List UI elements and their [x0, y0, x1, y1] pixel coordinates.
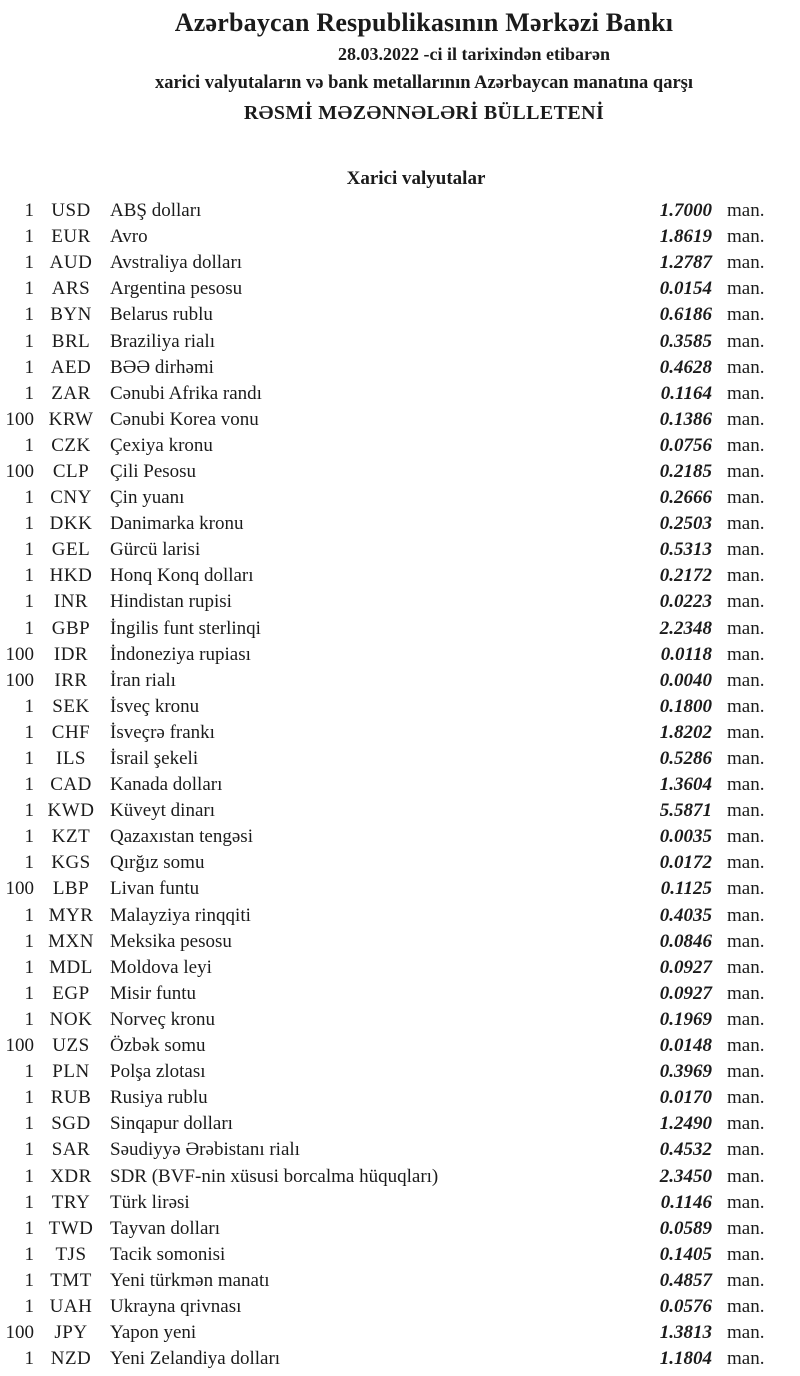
unit-label: man. — [727, 565, 765, 587]
quantity: 1 — [24, 800, 34, 822]
currency-code: ZAR — [51, 382, 91, 404]
currency-name: İsveçrə frankı — [110, 721, 215, 743]
unit-label: man. — [727, 252, 765, 274]
rate-value: 0.1969 — [659, 1008, 712, 1030]
rate-row — [0, 1242, 772, 1268]
quantity: 1 — [24, 1269, 34, 1291]
currency-name: Tacik somonisi — [110, 1243, 226, 1265]
unit-label: man. — [727, 408, 765, 430]
quantity: 1 — [24, 356, 34, 378]
quantity: 1 — [24, 852, 34, 874]
currency-name: Tayvan dolları — [110, 1217, 220, 1239]
unit-label: man. — [727, 1243, 765, 1265]
rate-row — [0, 772, 772, 798]
unit-label: man. — [727, 643, 765, 665]
rate-value: 0.0589 — [659, 1217, 712, 1239]
rate-row — [0, 850, 772, 876]
quantity: 100 — [5, 460, 34, 482]
currency-name: Braziliya rialı — [110, 330, 215, 352]
unit-label: man. — [727, 1139, 765, 1161]
rate-row — [0, 903, 772, 929]
rate-row — [0, 328, 772, 354]
currency-name: Sinqapur dolları — [110, 1113, 233, 1135]
currency-code: BYN — [50, 304, 92, 326]
currency-name: SDR (BVF-nin xüsusi borcalma hüquqları) — [110, 1165, 439, 1187]
rate-value: 2.3450 — [659, 1165, 712, 1187]
rate-row — [0, 433, 772, 459]
currency-code: INR — [53, 591, 89, 613]
currency-name: Meksika pesosu — [110, 930, 232, 952]
unit-label: man. — [727, 1191, 765, 1213]
quantity: 1 — [24, 1165, 34, 1187]
currency-code: NZD — [50, 1348, 92, 1370]
currency-code: LBP — [52, 878, 90, 900]
currency-name: BƏƏ dirhəmi — [110, 356, 214, 378]
rate-row — [0, 876, 772, 902]
unit-label: man. — [727, 695, 765, 717]
currency-code: AUD — [49, 252, 93, 274]
rate-value: 0.0148 — [659, 1035, 712, 1057]
unit-label: man. — [727, 669, 765, 691]
currency-code: GBP — [51, 617, 91, 639]
rate-value: 0.1146 — [660, 1191, 712, 1213]
rate-value: 1.3813 — [659, 1322, 712, 1344]
currency-name: İngilis funt sterlinqi — [110, 617, 261, 639]
unit-label: man. — [727, 748, 765, 770]
bulletin-header — [0, 0, 800, 128]
currency-code: SEK — [52, 695, 90, 717]
rate-value: 1.3604 — [659, 774, 712, 796]
unit-label: man. — [727, 460, 765, 482]
currency-name: Çin yuanı — [110, 487, 185, 509]
rate-row — [0, 1190, 772, 1216]
quantity: 1 — [24, 1113, 34, 1135]
rates-table — [0, 198, 800, 1372]
currency-name: İran rialı — [110, 669, 176, 691]
currency-code: AED — [50, 356, 92, 378]
quantity: 1 — [24, 1348, 34, 1370]
rate-row — [0, 276, 772, 302]
unit-label: man. — [727, 930, 765, 952]
rate-value: 1.1804 — [659, 1348, 712, 1370]
quantity: 1 — [24, 748, 34, 770]
effective-date-line: 28.03.2022 -ci il tarixindən etibarən — [338, 44, 610, 64]
rate-row — [0, 824, 772, 850]
rate-value: 0.1386 — [659, 408, 712, 430]
rate-value: 1.2490 — [659, 1113, 712, 1135]
currency-code: EUR — [51, 226, 91, 248]
rate-row — [0, 668, 772, 694]
rate-row — [0, 224, 772, 250]
quantity: 1 — [24, 1217, 34, 1239]
currency-code: KZT — [51, 826, 91, 848]
rate-value: 0.4857 — [659, 1269, 712, 1291]
currency-name: Rusiya rublu — [110, 1087, 208, 1109]
currency-code: JPY — [54, 1322, 88, 1344]
rate-row — [0, 1085, 772, 1111]
rate-row — [0, 1294, 772, 1320]
currency-code: CAD — [50, 774, 92, 796]
quantity: 1 — [24, 695, 34, 717]
currency-name: Qazaxıstan tengəsi — [110, 826, 253, 848]
rate-value: 0.4628 — [659, 356, 712, 378]
rate-row — [0, 459, 772, 485]
currency-code: SAR — [51, 1139, 91, 1161]
rate-value: 0.2185 — [659, 460, 712, 482]
quantity: 1 — [24, 304, 34, 326]
bank-title: Azərbaycan Respublikasının Mərkəzi Bankı — [174, 8, 674, 37]
currency-code: TRY — [51, 1191, 91, 1213]
unit-label: man. — [727, 826, 765, 848]
quantity: 1 — [24, 617, 34, 639]
currency-code: ARS — [51, 278, 91, 300]
quantity: 1 — [24, 826, 34, 848]
currency-code: IRR — [54, 669, 88, 691]
quantity: 1 — [24, 278, 34, 300]
currency-name: İsrail şekeli — [110, 748, 199, 770]
currency-name: Yapon yeni — [110, 1322, 197, 1344]
unit-label: man. — [727, 226, 765, 248]
quantity: 1 — [24, 774, 34, 796]
rate-row — [0, 746, 772, 772]
currency-name: Yeni Zelandiya dolları — [110, 1348, 281, 1370]
unit-label: man. — [727, 774, 765, 796]
unit-label: man. — [727, 513, 765, 535]
currency-name: Çili Pesosu — [110, 460, 197, 482]
currency-name: Polşa zlotası — [110, 1061, 206, 1083]
currency-name: Norveç kronu — [110, 1008, 215, 1030]
quantity: 1 — [24, 1191, 34, 1213]
currency-name: Kanada dolları — [110, 774, 223, 796]
rate-row — [0, 198, 772, 224]
quantity: 1 — [24, 539, 34, 561]
currency-code: TMT — [50, 1269, 92, 1291]
currency-code: CLP — [52, 460, 90, 482]
quantity: 100 — [5, 878, 34, 900]
quantity: 1 — [24, 930, 34, 952]
quantity: 1 — [24, 252, 34, 274]
rate-value: 0.3969 — [659, 1061, 712, 1083]
quantity: 1 — [24, 591, 34, 613]
unit-label: man. — [727, 878, 765, 900]
currency-code: DKK — [49, 513, 93, 535]
quantity: 1 — [24, 330, 34, 352]
rate-row — [0, 1163, 772, 1189]
currency-name: ABŞ dolları — [110, 200, 202, 222]
unit-label: man. — [727, 852, 765, 874]
currency-code: EGP — [52, 982, 90, 1004]
quantity: 1 — [24, 721, 34, 743]
unit-label: man. — [727, 800, 765, 822]
currency-name: Moldova leyi — [110, 956, 212, 978]
quantity: 100 — [5, 408, 34, 430]
currency-name: Gürcü larisi — [110, 539, 201, 561]
currency-code: UZS — [52, 1035, 90, 1057]
quantity: 1 — [24, 1243, 34, 1265]
rate-value: 2.2348 — [659, 617, 712, 639]
currency-code: IDR — [53, 643, 89, 665]
quantity: 100 — [5, 1035, 34, 1057]
unit-label: man. — [727, 1087, 765, 1109]
quantity: 1 — [24, 565, 34, 587]
quantity: 100 — [5, 1322, 34, 1344]
quantity: 1 — [24, 956, 34, 978]
quantity: 1 — [24, 487, 34, 509]
currency-code: CZK — [51, 434, 91, 456]
rate-value: 5.5871 — [659, 800, 712, 822]
rate-value: 0.0927 — [659, 956, 712, 978]
unit-label: man. — [727, 591, 765, 613]
unit-label: man. — [727, 1061, 765, 1083]
unit-label: man. — [727, 539, 765, 561]
currency-code: PLN — [52, 1061, 90, 1083]
rate-value: 0.1164 — [660, 382, 712, 404]
rate-value: 0.2503 — [659, 513, 712, 535]
rate-row — [0, 1007, 772, 1033]
bulletin-title: RƏSMİ MƏZƏNNƏLƏRİ BÜLLETENİ — [243, 102, 605, 124]
rate-row — [0, 589, 772, 615]
unit-label: man. — [727, 1035, 765, 1057]
currency-name: Argentina pesosu — [110, 278, 243, 300]
rate-value: 0.0223 — [659, 591, 712, 613]
currency-name: Avro — [110, 226, 148, 248]
rate-row — [0, 981, 772, 1007]
currency-code: RUB — [50, 1087, 92, 1109]
currency-name: Türk lirəsi — [110, 1191, 190, 1213]
unit-label: man. — [727, 1295, 765, 1317]
rate-row — [0, 929, 772, 955]
quantity: 1 — [24, 1061, 34, 1083]
rate-value: 0.1800 — [659, 695, 712, 717]
currency-code: BRL — [51, 330, 91, 352]
quantity: 1 — [24, 1139, 34, 1161]
rate-row — [0, 511, 772, 537]
unit-label: man. — [727, 982, 765, 1004]
unit-label: man. — [727, 1269, 765, 1291]
currency-name: Cənubi Afrika randı — [110, 382, 262, 404]
currency-name: Səudiyyə Ərəbistanı rialı — [110, 1139, 300, 1161]
rate-value: 0.2172 — [659, 565, 712, 587]
quantity: 1 — [24, 982, 34, 1004]
currency-name: Belarus rublu — [110, 304, 213, 326]
rate-row — [0, 1111, 772, 1137]
rate-value: 0.1405 — [659, 1243, 712, 1265]
rate-value: 0.5286 — [659, 748, 712, 770]
quantity: 1 — [24, 200, 34, 222]
rate-value: 1.8202 — [659, 721, 712, 743]
currency-code: MYR — [48, 904, 94, 926]
rate-value: 0.0927 — [659, 982, 712, 1004]
quantity: 1 — [24, 513, 34, 535]
rate-row — [0, 642, 772, 668]
unit-label: man. — [727, 487, 765, 509]
rate-value: 0.4532 — [659, 1139, 712, 1161]
rate-value: 0.5313 — [659, 539, 712, 561]
currency-code: UAH — [49, 1295, 93, 1317]
currency-name: Misir funtu — [110, 982, 197, 1004]
rate-row — [0, 485, 772, 511]
currency-code: XDR — [50, 1165, 92, 1187]
rate-row — [0, 407, 772, 433]
rate-row — [0, 537, 772, 563]
unit-label: man. — [727, 617, 765, 639]
unit-label: man. — [727, 356, 765, 378]
currency-code: USD — [51, 200, 91, 222]
rate-row — [0, 1268, 772, 1294]
rate-row — [0, 250, 772, 276]
unit-label: man. — [727, 382, 765, 404]
subject-line: xarici valyutaların və bank metallarının Azərbaycan manatına qarşı — [154, 73, 694, 93]
quantity: 100 — [5, 669, 34, 691]
currency-name: Cənubi Korea vonu — [110, 408, 259, 430]
quantity: 100 — [5, 643, 34, 665]
unit-label: man. — [727, 330, 765, 352]
unit-label: man. — [727, 1217, 765, 1239]
rate-value: 0.4035 — [659, 904, 712, 926]
currency-code: MDL — [49, 956, 93, 978]
rate-value: 0.0035 — [659, 826, 712, 848]
rate-value: 1.7000 — [659, 200, 712, 222]
currency-code: SGD — [51, 1113, 91, 1135]
rate-value: 1.8619 — [659, 226, 712, 248]
rate-value: 0.3585 — [659, 330, 712, 352]
currency-code: NOK — [49, 1008, 93, 1030]
rate-value: 0.0846 — [659, 930, 712, 952]
quantity: 1 — [24, 904, 34, 926]
currency-name: Çexiya kronu — [110, 434, 213, 456]
rate-row — [0, 1216, 772, 1242]
currency-name: Livan funtu — [110, 878, 200, 900]
currency-name: Qırğız somu — [110, 852, 205, 874]
currency-code: CNY — [50, 487, 92, 509]
rate-value: 0.0576 — [659, 1295, 712, 1317]
currency-code: KGS — [51, 852, 91, 874]
unit-label: man. — [727, 1322, 765, 1344]
rate-row — [0, 1059, 772, 1085]
unit-label: man. — [727, 721, 765, 743]
currency-code: GEL — [51, 539, 91, 561]
unit-label: man. — [727, 1348, 765, 1370]
unit-label: man. — [727, 1008, 765, 1030]
quantity: 1 — [24, 226, 34, 248]
currency-code: CHF — [51, 721, 91, 743]
currency-name: Ukrayna qrivnası — [110, 1295, 242, 1317]
rate-value: 0.6186 — [659, 304, 712, 326]
rate-row — [0, 720, 772, 746]
rate-row — [0, 694, 772, 720]
rate-row — [0, 798, 772, 824]
currency-name: Küveyt dinarı — [110, 800, 216, 822]
currency-name: Özbək somu — [110, 1035, 206, 1057]
unit-label: man. — [727, 434, 765, 456]
rate-row — [0, 1346, 772, 1372]
rate-value: 0.1125 — [660, 878, 712, 900]
rate-value: 0.0756 — [659, 434, 712, 456]
currency-name: İndoneziya rupiası — [110, 643, 251, 665]
rate-row — [0, 355, 772, 381]
currency-name: Honq Konq dolları — [110, 565, 254, 587]
rate-row — [0, 1137, 772, 1163]
rate-value: 1.2787 — [659, 252, 712, 274]
unit-label: man. — [727, 904, 765, 926]
rate-row — [0, 1033, 772, 1059]
unit-label: man. — [727, 200, 765, 222]
currency-code: TWD — [48, 1217, 94, 1239]
currency-code: MXN — [48, 930, 94, 952]
currency-name: Danimarka kronu — [110, 513, 244, 535]
rate-value: 0.0118 — [660, 643, 712, 665]
rate-value: 0.2666 — [659, 487, 712, 509]
section-title-foreign-currencies: Xarici valyutalar — [346, 168, 486, 189]
currency-name: Avstraliya dolları — [110, 252, 243, 274]
quantity: 1 — [24, 1008, 34, 1030]
currency-name: Yeni türkmən manatı — [110, 1269, 270, 1291]
rate-row — [0, 616, 772, 642]
rate-value: 0.0170 — [659, 1087, 712, 1109]
currency-code: KRW — [48, 408, 94, 430]
quantity: 1 — [24, 434, 34, 456]
quantity: 1 — [24, 382, 34, 404]
unit-label: man. — [727, 956, 765, 978]
quantity: 1 — [24, 1295, 34, 1317]
unit-label: man. — [727, 278, 765, 300]
currency-code: TJS — [55, 1243, 87, 1265]
currency-name: Malayziya rinqqiti — [110, 904, 251, 926]
currency-code: ILS — [56, 748, 86, 770]
rate-value: 0.0040 — [659, 669, 712, 691]
currency-code: HKD — [49, 565, 93, 587]
rate-row — [0, 302, 772, 328]
rate-row — [0, 381, 772, 407]
rate-value: 0.0172 — [659, 852, 712, 874]
currency-name: Hindistan rupisi — [110, 591, 232, 613]
unit-label: man. — [727, 1165, 765, 1187]
quantity: 1 — [24, 1087, 34, 1109]
currency-code: KWD — [47, 800, 95, 822]
rate-row — [0, 563, 772, 589]
unit-label: man. — [727, 304, 765, 326]
unit-label: man. — [727, 1113, 765, 1135]
rate-value: 0.0154 — [659, 278, 712, 300]
currency-name: İsveç kronu — [110, 695, 200, 717]
rate-row — [0, 955, 772, 981]
rate-row — [0, 1320, 772, 1346]
